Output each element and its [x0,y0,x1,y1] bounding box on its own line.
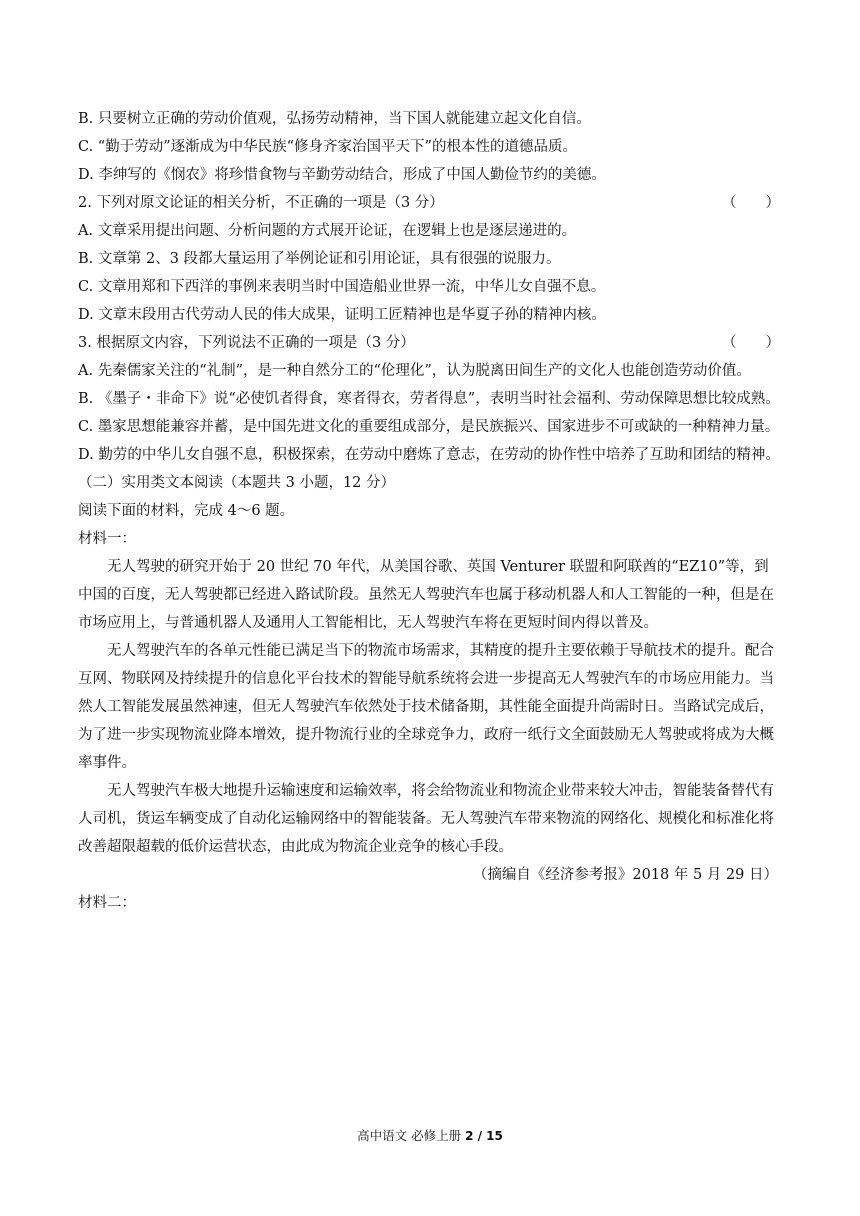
option-d-q1: D. 李绅写的《悯农》将珍惜食物与辛勤劳动结合，形成了中国人勤俭节约的美德。 [78,167,606,183]
page-number: 2 / 15 [465,1129,503,1143]
paragraph-2: 无人驾驶汽车的各单元性能已满足当下的物流市场需求，其精度的提升主要依赖于导航技术的提升。配合互网、物联网及持续提升的信息化平台技术的智能导航系统将会进一步提高无人驾驶汽车的市场应用能力。当然人工智能发展虽然神速，但无人驾驶汽车依然处于技术储备期，其性能全面提升尚需时日。当路试完成后，为了进一步实现物流业降本增效，提升物流行业的全球竞争力，政府一纸行文全面鼓励无人驾驶或将成为大概率事件。 [78,643,774,771]
option-b-q3: B. 《墨子・非命下》说“必使饥者得食，寒者得衣，劳者得息”，表明当时社会福利、劳动保障思想比较成熟。 [78,391,780,407]
option-b-q2: B. 文章第 2、3 段都大量运用了举例论证和引用论证，具有很强的说服力。 [78,251,561,267]
question-3-text: 3. 根据原文内容，下列说法不正确的一项是（3 分） [78,335,415,351]
option-d-q3: D. 勤劳的中华儿女自强不息，积极探索，在劳动中磨炼了意志，在劳动的协作性中培养了互助和团结的精神。 [78,447,780,463]
option-d-q2: D. 文章末段用古代劳动人民的伟大成果，证明工匠精神也是华夏子孙的精神内核。 [78,307,606,323]
paragraph-1: 无人驾驶的研究开始于 20 世纪 70 年代，从美国谷歌、英国 Venturer 联盟和阿联酋的“EZ10”等，到中国的百度，无人驾驶都已经进入路试阶段。虽然无人驾驶汽车也属于移动机器人和人工智能的一种，但是在市场应用上，与普通机器人及通用人工智能相比，无人驾驶汽车将在更短时间内得以普及。 [78,559,774,631]
material-2-label: 材料二： [78,895,136,911]
option-c-q2: C. 文章用郑和下西洋的事例来表明当时中国造船业世界一流，中华儿女自强不息。 [78,279,606,295]
material-1-label: 材料一： [78,531,136,547]
paragraph-3: 无人驾驶汽车极大地提升运输速度和运输效率，将会给物流业和物流企业带来较大冲击，智能装备替代有人司机，货运车辆变成了自动化运输网络中的智能装备。无人驾驶汽车带来物流的网络化、规模化和标准化将改善超限超载的低价运营状态，由此成为物流企业竞争的核心手段。 [78,783,774,855]
page-footer [0,1127,860,1145]
answer-bracket: （ ） [722,195,780,211]
option-a-q2: A. 文章采用提出问题、分析问题的方式展开论证，在逻辑上也是逐层递进的。 [78,223,577,239]
instruction: 阅读下面的材料，完成 4～6 题。 [78,503,295,519]
question-2 [78,189,780,217]
option-c-q3: C. 墨家思想能兼容并蓄，是中国先进文化的重要组成部分，是民族振兴、国家进步不可或缺的一种精神力量。 [78,419,780,435]
source-citation: （摘编自《经济参考报》2018 年 5 月 29 日） [472,867,778,883]
option-c-q1: C. “勤于劳动”逐渐成为中华民族“修身齐家治国平天下”的根本性的道德品质。 [78,139,577,155]
question-3 [78,329,780,357]
footer-label: 高中语文 必修上册 [357,1128,462,1143]
page-content [78,105,780,917]
option-a-q3: A. 先秦儒家关注的“礼制”，是一种自然分工的“伦理化”，认为脱离田间生产的文化人也能创造劳动价值。 [78,363,751,379]
section-heading: （二）实用类文本阅读（本题共 3 小题，12 分） [78,475,396,491]
answer-bracket: （ ） [722,335,780,351]
option-b-q1: B. 只要树立正确的劳动价值观，弘扬劳动精神，当下国人就能建立起文化自信。 [78,111,591,127]
question-2-text: 2. 下列对原文论证的相关分析，不正确的一项是（3 分） [78,195,444,211]
